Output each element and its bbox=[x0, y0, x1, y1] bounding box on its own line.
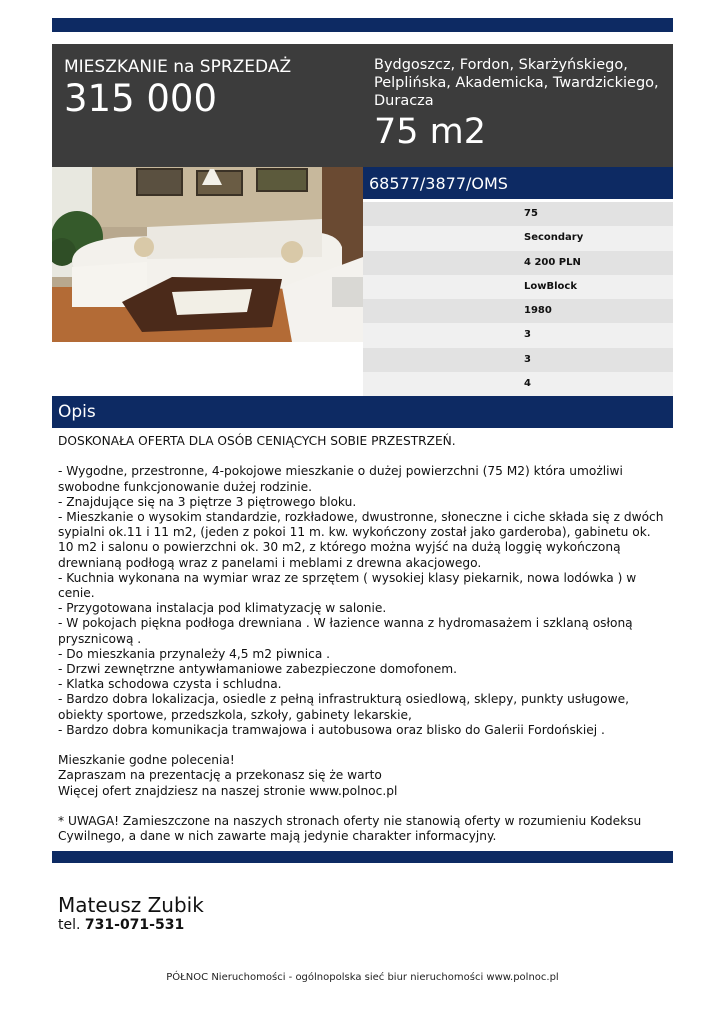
agent-phone bbox=[58, 917, 184, 933]
listing-header bbox=[52, 44, 673, 167]
detail-value: 1980 bbox=[524, 305, 552, 317]
detail-row bbox=[363, 299, 673, 323]
price: 315 000 bbox=[64, 77, 218, 120]
reference-bar bbox=[363, 167, 673, 199]
detail-value: Secondary bbox=[524, 232, 584, 244]
description-line: swobodne funkcjonowanie dużej rodzinie. bbox=[58, 479, 313, 494]
description-line: Mieszkanie godne polecenia! bbox=[58, 753, 235, 768]
description-line: drewnianą podłogą wraz z panelami i meblami z drewna akacjowego. bbox=[58, 555, 482, 570]
description-heading: Opis bbox=[58, 402, 96, 422]
agent-name: Mateusz Zubik bbox=[58, 893, 204, 917]
description-line: - Do mieszkania przynależy 4,5 m2 piwnica . bbox=[58, 646, 331, 661]
description-line bbox=[58, 799, 670, 814]
description-line: obiekty sportowe, przedszkola, szkoły, gabinety lekarskie, bbox=[58, 707, 412, 722]
detail-row bbox=[363, 372, 673, 396]
phone-number: 731-071-531 bbox=[84, 917, 185, 933]
description-line: cenie. bbox=[58, 586, 95, 601]
offer-type: MIESZKANIE na SPRZEDAŻ bbox=[64, 57, 292, 77]
description-line: * UWAGA! Zamieszczone na naszych stronach oferty nie stanowią oferty w rozumieniu Kodeksu bbox=[58, 814, 642, 829]
detail-value: 3 bbox=[524, 353, 531, 365]
description-line: - Drzwi zewnętrzne antywłamaniowe zabezpieczone domofonem. bbox=[58, 662, 457, 677]
description-line: - Wygodne, przestronne, 4-pokojowe mieszkanie o dużej powierzchni (75 M2) która umożliwi bbox=[58, 464, 623, 479]
description-line: Cywilnego, a dane w nich zawarte mają jedynie charakter informacyjny. bbox=[58, 829, 497, 844]
description-line: - Bardzo dobra lokalizacja, osiedle z pełną infrastrukturą osiedlową, sklepy, punkty usługowe, bbox=[58, 692, 629, 707]
description-line: - Mieszkanie o wysokim standardzie, rozkładowe, dwustronne, słoneczne i ciche składa się z dwóch bbox=[58, 510, 664, 524]
area: 75 m2 bbox=[374, 112, 487, 152]
location: Bydgoszcz, Fordon, Skarżyńskiego, Pelplińska, Akademicka, Twardzickiego, Duracza bbox=[374, 57, 659, 109]
description-line: - W pokojach piękna podłoga drewniana . W łazience wanna z hydromasażem i szklaną osłoną bbox=[58, 616, 633, 631]
detail-row bbox=[363, 323, 673, 347]
description-line bbox=[58, 738, 670, 753]
footer: PÓŁNOC Nieruchomości - ogólnopolska sieć biur nieruchomości www.polnoc.pl bbox=[166, 972, 559, 983]
description-line: sypialni ok.11 i 11 m2, (jeden z pokoi 11 m. kw. wykończony został jako garderoba), gabinetu ok. bbox=[58, 525, 651, 540]
description-line: 10 m2 i salonu o powierzchni ok. 30 m2, z którego można wyjść na dużą loggię wykończoną bbox=[58, 540, 621, 555]
detail-value: 3 bbox=[524, 329, 531, 341]
detail-row bbox=[363, 275, 673, 299]
listing-photo bbox=[52, 167, 363, 342]
detail-row bbox=[363, 226, 673, 250]
detail-row bbox=[363, 251, 673, 275]
description-heading-bar bbox=[52, 396, 673, 428]
detail-value: 75 bbox=[524, 208, 538, 219]
detail-value: 4 bbox=[524, 378, 531, 390]
description-line: Zapraszam na prezentację a przekonasz się że warto bbox=[58, 768, 382, 783]
reference-number: 68577/3877/OMS bbox=[369, 174, 508, 193]
phone-label: tel. bbox=[58, 917, 81, 933]
bottom-accent-bar bbox=[52, 851, 673, 863]
description-line: DOSKONAŁA OFERTA DLA OSÓB CENIĄCYCH SOBIE PRZESTRZEŃ. bbox=[58, 434, 456, 448]
detail-row bbox=[363, 348, 673, 372]
detail-value: LowBlock bbox=[524, 280, 577, 292]
description-text bbox=[58, 434, 670, 844]
description-line: Więcej ofert znajdziesz na naszej stronie www.polnoc.pl bbox=[58, 783, 398, 798]
description-line: prysznicową . bbox=[58, 631, 142, 646]
details-table bbox=[363, 202, 673, 396]
detail-value: 4 200 PLN bbox=[524, 256, 581, 268]
description-line bbox=[58, 449, 670, 464]
description-line: - Klatka schodowa czysta i schludna. bbox=[58, 677, 282, 692]
top-accent-bar bbox=[52, 18, 673, 32]
description-line: - Kuchnia wykonana na wymiar wraz ze sprzętem ( wysokiej klasy piekarnik, nowa lodówka ) w bbox=[58, 570, 637, 585]
description-line: - Bardzo dobra komunikacja tramwajowa i autobusowa oraz blisko do Galerii Fordońskiej . bbox=[58, 722, 605, 737]
description-line: - Przygotowana instalacja pod klimatyzację w salonie. bbox=[58, 601, 387, 616]
description-line: - Znajdujące się na 3 piętrze 3 piętrowego bloku. bbox=[58, 494, 357, 509]
detail-row bbox=[363, 202, 673, 226]
